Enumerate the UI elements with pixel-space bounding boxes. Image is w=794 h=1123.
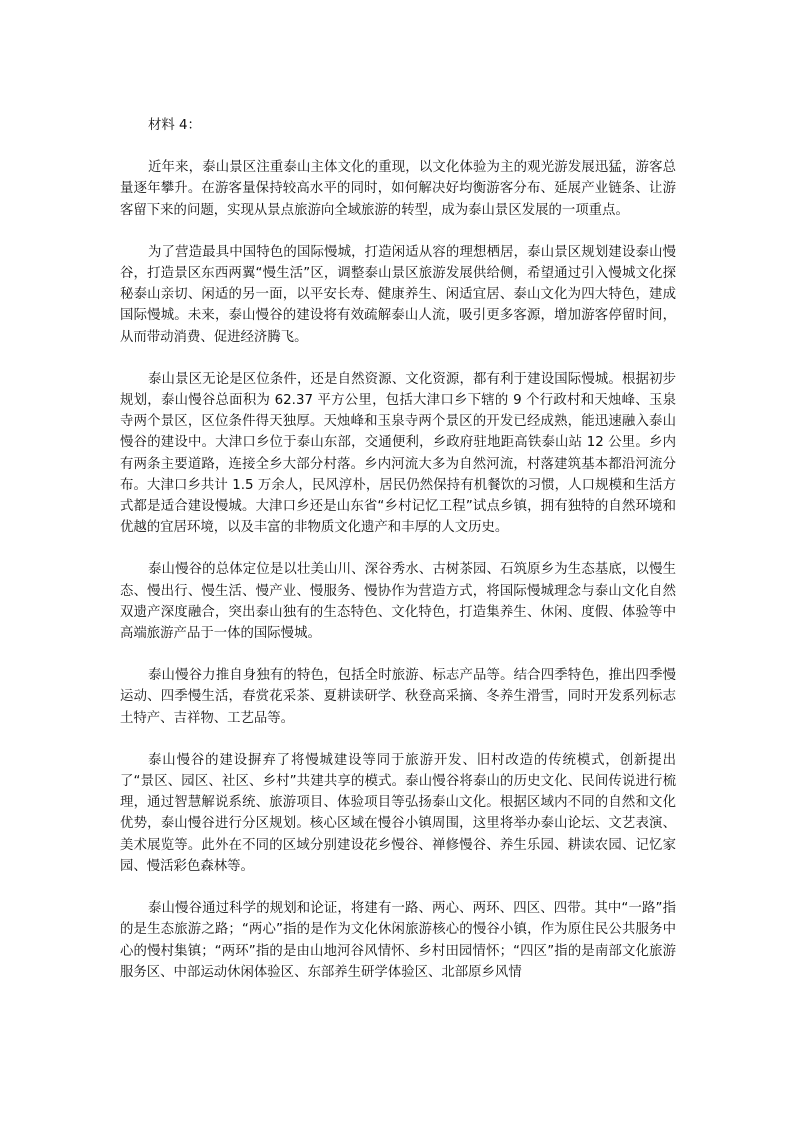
- material-heading: 材料 4：: [148, 118, 201, 133]
- document-body: [120, 115, 676, 1004]
- paragraph-4: 泰山慢谷的总体定位是以壮美山川、深谷秀水、古树茶园、石筑原乡为生态基底，以慢生态、慢出行、慢生活、慢产业、慢服务、慢协作为营造方式，将国际慢城理念与泰山文化自然双遗产深度融合，突出泰山独有的生态特色、文化特色，打造集养生、休闲、度假、体验等中高端旅游产品于一体的国际慢城。: [120, 562, 676, 642]
- paragraph-5: 泰山慢谷力推自身独有的特色，包括全时旅游、标志产品等。结合四季特色，推出四季慢运动、四季慢生活，春赏花采茶、夏耕读研学、秋登高采摘、冬养生滑雪，同时开发系列标志土特产、吉祥物、工艺品等。: [120, 668, 676, 726]
- paragraph-7: 泰山慢谷通过科学的规划和论证，将建有一路、两心、两环、四区、四带。其中“一路”指的是生态旅游之路；“两心”指的是作为文化休闲旅游核心的慢谷小镇，作为原住民公共服务中心的慢村集镇；“两环”指的是由山地河谷风情怀、乡村田园情怀；“四区”指的是南部文化旅游服务区、中部运动休闲体验区、东部养生研学体验区、北部原乡风情: [120, 901, 676, 980]
- paragraph-2: 为了营造最具中国特色的国际慢城，打造闲适从容的理想栖居，泰山景区规划建设泰山慢谷，打造景区东西两翼“慢生活”区，调整泰山景区旅游发展供给侧，希望通过引入慢城文化探秘泰山亲切、闲适的另一面，以平安长寿、健康养生、闲适宜居、泰山文化为四大特色，建成国际慢城。未来，泰山慢谷的建设将有效疏解泰山人流，吸引更多客源，增加游客停留时间，从而带动消费、促进经济腾飞。: [120, 244, 676, 345]
- paragraph-1: 近年来，泰山景区注重泰山主体文化的重现，以文化体验为主的观光游发展迅猛，游客总量逐年攀升。在游客量保持较高水平的同时，如何解决好均衡游客分布、延展产业链条、让游客留下来的问题，实现从景点旅游向全域旅游的转型，成为泰山景区发展的一项重点。: [120, 160, 676, 218]
- paragraph-3: 泰山景区无论是区位条件，还是自然资源、文化资源，都有利于建设国际慢城。根据初步规划，泰山慢谷总面积为 62.37 平方公里，包括大津口乡下辖的 9 个行政村和天烛峰、玉泉寺两个景区，区位条件得天独厚。天烛峰和玉泉寺两个景区的开发已经成熟，能迅速融入泰山慢谷的建设中。大津口乡位于泰山东部，交通便利，乡政府驻地距高铁泰山站 12 公里。乡内有两条主要道路，连接全乡大部分村落。乡内河流大多为自然河流，村落建筑基本都沿河流分布。大津口乡共计 1.5 万余人，民风淳朴，居民仍然保持有机餐饮的习惯，人口规模和生活方式都是适合建设慢城。大津口乡还是山东省“乡村记忆工程”试点乡镇，拥有独特的自然环境和优越的宜居环境，以及丰富的非物质文化遗产和丰厚的人文历史。: [120, 371, 676, 536]
- paragraph-6: 泰山慢谷的建设摒弃了将慢城建设等同于旅游开发、旧村改造的传统模式，创新提出了“景区、园区、社区、乡村”共建共享的模式。泰山慢谷将泰山的历史文化、民间传说进行梳理，通过智慧解说系统、旅游项目、体验项目等弘扬泰山文化。根据区域内不同的自然和文化优势，泰山慢谷进行分区规划。核心区域在慢谷小镇周围，这里将举办泰山论坛、文艺表演、美术展览等。此外在不同的区域分别建设花乡慢谷、禅修慢谷、养生乐园、耕读农园、记忆家园、慢活彩色森林等。: [120, 752, 676, 874]
